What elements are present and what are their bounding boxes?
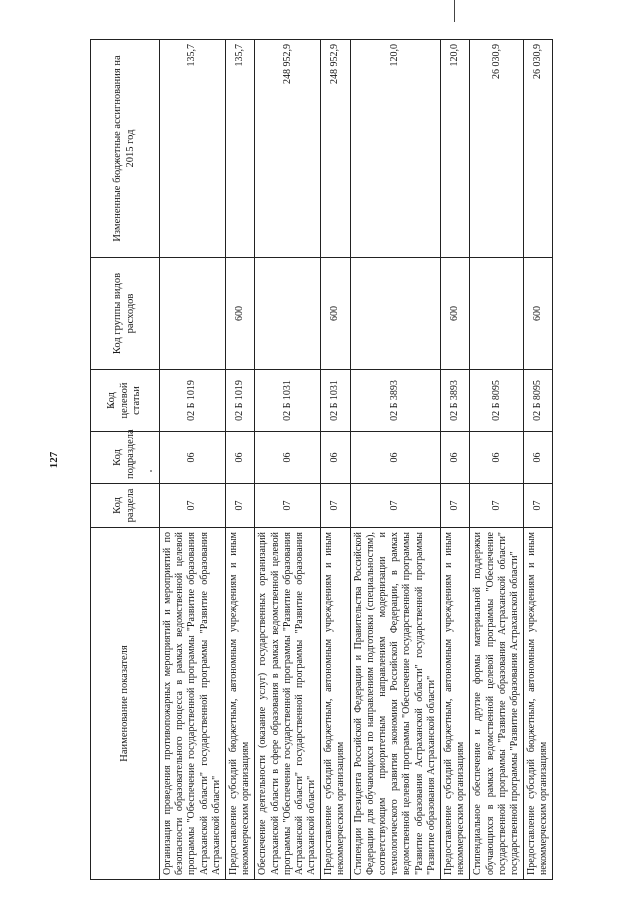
row-vid: 600 (440, 258, 469, 370)
header-statya: Код целевой статьи (91, 370, 160, 432)
row-vid (470, 258, 524, 370)
header-razdel: Код раздела (91, 484, 160, 528)
row-podrazdel: 06 (255, 432, 321, 484)
row-vid: 600 (225, 258, 254, 370)
header-name: Наименование показателя (91, 528, 160, 880)
row-statya: 02 Б 1019 (225, 370, 254, 432)
row-statya: 02 Б 1031 (321, 370, 350, 432)
page-number-text: 127 (48, 451, 60, 469)
row-razdel: 07 (524, 484, 553, 528)
row-podrazdel: 06 (350, 432, 440, 484)
row-podrazdel: 06 (470, 432, 524, 484)
row-name: Предоставление субсидий бюджетным, автономным учреждениям и иным некоммерческим организациям (440, 528, 469, 880)
row-amount: 135,7 (160, 40, 226, 258)
table-row (225, 40, 254, 880)
row-name: Предоставление субсидий бюджетным, автономным учреждениям и иным некоммерческим организациям (225, 528, 254, 880)
header-vid: Код группы видов расходов (91, 258, 160, 370)
row-razdel: 07 (321, 484, 350, 528)
row-amount: 248 952,9 (321, 40, 350, 258)
row-vid: 600 (321, 258, 350, 370)
row-razdel: 07 (160, 484, 226, 528)
row-amount: 26 030,9 (524, 40, 553, 258)
row-name: Стипендии Президента Российской Федерации и Правительства Российской Федерации для обучающихся по направлениям подготовки (специальностям), соответствующим приоритетным направлениям модернизации и технологического развития экономики Российской Федерации, в рамках ведомственной целевой программы "Обеспечение государственной программы "Развитие образования Астраханской области" государственной программы "Развитие образования Астраханской области" (350, 528, 440, 880)
table-row (255, 40, 321, 880)
scan-edge-line (454, 0, 455, 22)
row-podrazdel: 06 (225, 432, 254, 484)
budget-table (90, 39, 553, 880)
row-amount: 26 030,9 (470, 40, 524, 258)
row-vid (350, 258, 440, 370)
row-razdel: 07 (470, 484, 524, 528)
row-vid: 600 (524, 258, 553, 370)
row-podrazdel: 06 (524, 432, 553, 484)
row-name: Предоставление субсидий бюджетным, автономным учреждениям и иным некоммерческим организациям (524, 528, 553, 880)
page-number (44, 450, 64, 470)
table-header-row (91, 40, 160, 880)
row-statya: 02 Б 3893 (350, 370, 440, 432)
row-statya: 02 Б 8095 (524, 370, 553, 432)
row-razdel: 07 (350, 484, 440, 528)
row-vid (255, 258, 321, 370)
row-amount: 135,7 (225, 40, 254, 258)
table-row (470, 40, 524, 880)
row-name: Организация проведения противопожарных мероприятий и мероприятий по безопасности образовательного процесса в рамках ведомственной целевой программы "Обеспечение государственной программы "Развитие образования Астраханской области" государственной программы "Развитие образования Астраханской области" (160, 528, 226, 880)
row-amount: 120,0 (350, 40, 440, 258)
row-podrazdel: 06 (160, 432, 226, 484)
row-amount: 120,0 (440, 40, 469, 258)
table-row (524, 40, 553, 880)
row-amount: 248 952,9 (255, 40, 321, 258)
row-razdel: 07 (440, 484, 469, 528)
budget-table-sheet (90, 40, 602, 880)
rotated-table-wrapper (90, 40, 602, 880)
row-name: Обеспечение деятельности (оказание услуг) государственных организаций Астраханской области в сфере образования в рамках ведомственной целевой программы "Обеспечение государственной программы "Развитие образования Астраханской области" государственной программы "Развитие образования Астраханской области" (255, 528, 321, 880)
header-amount: Измененные бюджетные ассигнования на 2015 год (91, 40, 160, 258)
table-row (440, 40, 469, 880)
row-statya: 02 Б 1019 (160, 370, 226, 432)
row-name: Стипендиальное обеспечение и другие формы материальной поддержки обучающихся в рамках ведомственной целевой программы "Обеспечение государственной программы "Развитие образования Астраханской области" государственной программы "Развитие образования Астраханской области" (470, 528, 524, 880)
row-podrazdel: 06 (440, 432, 469, 484)
table-row (321, 40, 350, 880)
row-statya: 02 Б 1031 (255, 370, 321, 432)
row-statya: 02 Б 8095 (470, 370, 524, 432)
row-razdel: 07 (255, 484, 321, 528)
row-podrazdel: 06 (321, 432, 350, 484)
table-row (350, 40, 440, 880)
row-razdel: 07 (225, 484, 254, 528)
header-podrazdel: Код подраздела (91, 432, 160, 484)
row-name: Предоставление субсидий бюджетным, автономным учреждениям и иным некоммерческим организациям (321, 528, 350, 880)
table-row (160, 40, 226, 880)
row-statya: 02 Б 3893 (440, 370, 469, 432)
row-vid (160, 258, 226, 370)
